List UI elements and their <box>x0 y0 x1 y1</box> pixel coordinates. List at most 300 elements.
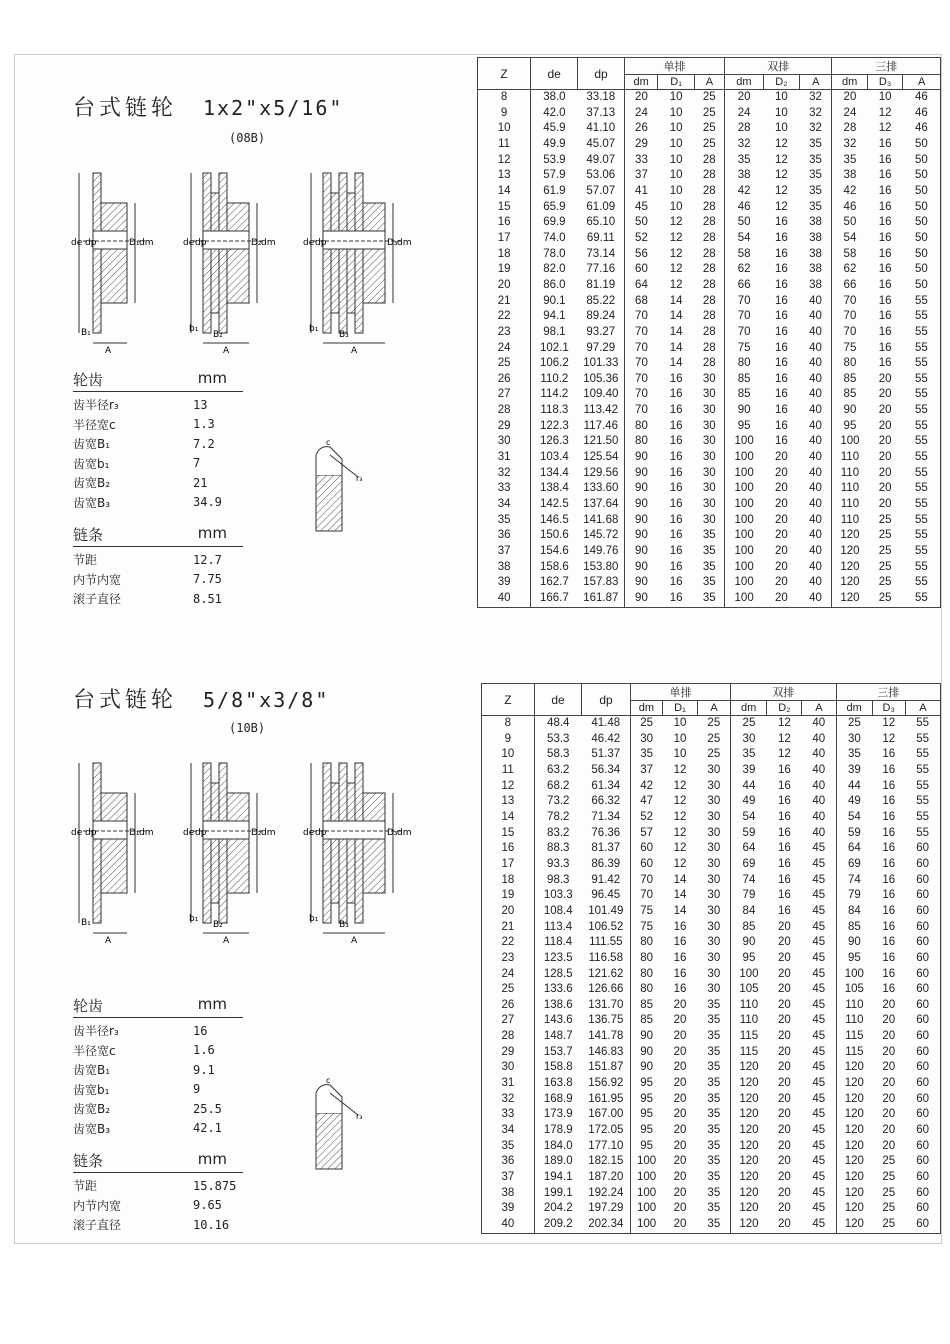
table-cell: 110 <box>840 466 860 479</box>
table-cell: 40 <box>478 591 531 607</box>
table-cell: 20 <box>673 1124 687 1137</box>
table-cell: 23 <box>478 325 531 341</box>
table-cell: 88.3 <box>547 842 570 855</box>
table-cell: 10 <box>669 122 683 135</box>
table-cell: 16 <box>777 904 791 917</box>
table-cell: 20 <box>673 1171 687 1184</box>
table-cell: 47 <box>640 795 654 808</box>
table-cell: 55 <box>903 481 941 497</box>
table-cell: 40 <box>802 779 836 795</box>
table-cell: 20 <box>777 1077 791 1090</box>
table-cell: 16 <box>878 153 892 166</box>
table-cell: 40 <box>802 826 836 842</box>
table-cell: 49.07 <box>578 153 625 169</box>
table-cell: 30 <box>698 810 731 826</box>
table-cell: 74 <box>742 873 756 886</box>
table-cell: 89.24 <box>578 309 625 325</box>
table-row <box>482 951 941 967</box>
table-cell: 120 <box>739 1077 759 1090</box>
table-cell: 120 <box>832 591 867 607</box>
table-cell: 20 <box>777 967 791 980</box>
table-cell: 31 <box>478 450 531 466</box>
table-cell: 35 <box>698 1060 731 1076</box>
table-cell: 24 <box>635 106 648 119</box>
table-cell: 28 <box>694 200 724 216</box>
svg-text:de: de <box>183 828 195 838</box>
table-cell: 85 <box>847 920 861 933</box>
table-cell: 50 <box>903 184 941 200</box>
table-cell: 45 <box>802 1107 836 1123</box>
svg-text:D₂: D₂ <box>251 238 262 248</box>
table-cell: 20 <box>882 1092 896 1105</box>
table-cell: 120 <box>844 1124 864 1137</box>
label-de: de <box>71 238 83 248</box>
table-cell: 120 <box>739 1186 759 1199</box>
table-cell: 120 <box>844 1061 864 1074</box>
table-cell: 60 <box>905 1060 940 1076</box>
table-cell: 20 <box>777 1092 791 1105</box>
table-cell: 80 <box>635 435 648 448</box>
table-cell: 69 <box>847 857 861 870</box>
table-cell: 55 <box>903 575 941 591</box>
table-cell: 85 <box>843 372 857 385</box>
table-cell: 55 <box>903 387 941 403</box>
sub-a: A <box>800 75 832 90</box>
table-cell: 24 <box>482 967 535 983</box>
table-cell: 12 <box>669 263 683 276</box>
table-cell: 15 <box>478 200 531 216</box>
table-cell: 30 <box>694 434 724 450</box>
table-cell: 194.1 <box>543 1171 573 1184</box>
table-cell: 60 <box>905 1186 940 1202</box>
title-size: 5/8"x3/8" <box>203 688 330 712</box>
table-cell: 9 <box>478 106 531 122</box>
table-cell: 192.24 <box>582 1186 631 1202</box>
table-cell: 46 <box>903 90 941 106</box>
table-cell: 70 <box>635 310 648 323</box>
table-cell: 80 <box>737 357 751 370</box>
table-cell: 28 <box>482 1029 535 1045</box>
table-cell: 32 <box>800 121 832 137</box>
table-cell: 20 <box>775 560 788 573</box>
table-row <box>478 231 941 247</box>
table-row <box>478 325 941 341</box>
table-cell: 12 <box>669 216 683 229</box>
table-cell: 85 <box>843 388 857 401</box>
chain-head: 链条 mm <box>73 1150 243 1173</box>
table-cell: 90 <box>737 404 751 417</box>
table-cell: 20 <box>767 1217 802 1233</box>
table-cell: 109.40 <box>578 387 625 403</box>
table-cell: 12 <box>882 732 896 745</box>
table-cell: 55 <box>903 434 941 450</box>
tooth-profile-drawing <box>310 1073 370 1173</box>
table-cell: 60 <box>905 841 940 857</box>
table-cell: 20 <box>763 591 799 607</box>
table-cell: 120 <box>844 1092 864 1105</box>
table-cell: 110 <box>845 1014 864 1027</box>
table-cell: 117.46 <box>578 419 625 435</box>
table-cell: 45 <box>802 873 836 889</box>
table-cell: 45 <box>802 920 836 936</box>
table-cell: 16 <box>882 857 896 870</box>
table-cell: 51.37 <box>582 747 631 763</box>
table-cell: 16 <box>777 826 791 839</box>
table-cell: 16 <box>777 889 791 902</box>
table-cell: 40 <box>800 434 832 450</box>
table-cell: 17 <box>478 231 531 247</box>
table-cell: 16 <box>878 325 892 338</box>
table-cell: 26 <box>635 122 648 135</box>
param-row: 齿宽B₃ 34.9 <box>73 495 222 510</box>
table-cell: 110 <box>739 998 759 1011</box>
table-cell: 20 <box>878 372 892 385</box>
sprocket-drawings <box>65 743 445 943</box>
table-cell: 74 <box>847 873 861 886</box>
table-cell: 40 <box>802 810 836 826</box>
table-cell: 28 <box>694 184 724 200</box>
table-cell: 16 <box>882 842 896 855</box>
table-cell: 23 <box>482 951 535 967</box>
table-cell: 25 <box>878 529 892 542</box>
table-row <box>482 1201 941 1217</box>
sub-dm: dm <box>725 75 764 90</box>
table-cell: 64 <box>635 278 648 291</box>
table-cell: 12 <box>775 200 788 213</box>
table-cell: 9 <box>482 732 535 748</box>
table-cell: 38 <box>478 560 531 576</box>
table-cell: 55 <box>903 325 941 341</box>
table-cell: 16 <box>669 513 683 526</box>
table-cell: 178.9 <box>543 1124 573 1137</box>
svg-text:A: A <box>105 936 112 943</box>
table-cell: 20 <box>737 91 751 103</box>
table-cell: 167.00 <box>582 1107 631 1123</box>
chain-head: 链条 mm <box>73 524 243 547</box>
table-cell: 40 <box>802 794 836 810</box>
table-cell: 118.3 <box>540 404 569 417</box>
table-cell: 50 <box>903 231 941 247</box>
table-cell: 37 <box>640 763 654 776</box>
table-cell: 16 <box>775 419 788 432</box>
table-row <box>478 90 941 106</box>
table-cell: 55 <box>905 732 940 748</box>
table-cell: 45.07 <box>578 137 625 153</box>
table-cell: 57.07 <box>578 184 625 200</box>
table-row <box>482 1076 941 1092</box>
table-cell: 25 <box>742 717 756 729</box>
table-cell: 61.09 <box>578 200 625 216</box>
table-cell: 17 <box>482 857 535 873</box>
table-cell: 66 <box>843 278 857 291</box>
table-cell: 85.22 <box>578 294 625 310</box>
table-cell: 8 <box>478 90 531 106</box>
table-cell: 40 <box>800 450 832 466</box>
tooth-head: 轮齿 mm <box>73 995 243 1018</box>
table-cell: 41 <box>635 184 648 197</box>
table-cell: 29 <box>482 1045 535 1061</box>
table-cell: 50 <box>843 216 857 229</box>
table-cell: 20 <box>777 1202 791 1215</box>
table-cell: 115 <box>739 1045 759 1058</box>
table-cell: 35 <box>694 544 724 560</box>
table-row <box>478 513 941 529</box>
table-row <box>478 387 941 403</box>
table-cell: 16 <box>673 983 687 996</box>
table-cell: 44 <box>847 779 861 792</box>
table-cell: 90 <box>640 1061 654 1074</box>
table-cell: 90 <box>640 1030 654 1043</box>
table-cell: 10 <box>669 184 683 197</box>
table-cell: 16 <box>878 310 892 323</box>
table-cell: 37 <box>482 1170 535 1186</box>
table-cell: 16 <box>878 341 892 354</box>
param-row: 节距 12.7 <box>73 552 222 568</box>
table-cell: 45 <box>802 982 836 998</box>
table-cell: 35 <box>698 1123 731 1139</box>
sub-d1: D₁ <box>662 701 697 716</box>
table-cell: 79 <box>742 889 756 902</box>
table-row <box>478 434 941 450</box>
table-cell: 60 <box>905 1107 940 1123</box>
table-cell: 97.29 <box>578 341 625 357</box>
table-row <box>482 1013 941 1029</box>
table-cell: 12 <box>775 153 788 166</box>
table-cell: 60 <box>905 1092 940 1108</box>
svg-text:dm: dm <box>261 238 276 248</box>
col-de: de <box>531 58 578 90</box>
table-cell: 30 <box>847 732 861 745</box>
table-cell: 50 <box>903 278 941 294</box>
table-cell: 204.2 <box>543 1202 573 1215</box>
sub-dm: dm <box>630 701 662 716</box>
sub-a: A <box>698 701 731 716</box>
table-cell: 86.39 <box>582 857 631 873</box>
table-cell: 157.83 <box>578 575 625 591</box>
table-cell: 10 <box>669 137 683 150</box>
table-cell: 16 <box>882 983 896 996</box>
svg-text:dm: dm <box>261 828 276 838</box>
table-row <box>478 121 941 137</box>
table-cell: 11 <box>482 763 535 779</box>
table-cell: 42.0 <box>543 106 566 119</box>
table-cell: 35 <box>698 1186 731 1202</box>
table-cell: 29 <box>635 137 648 150</box>
table-cell: 16 <box>777 873 791 886</box>
table-cell: 30 <box>698 935 731 951</box>
table-cell: 25 <box>882 1155 896 1168</box>
table-cell: 102.1 <box>539 341 569 354</box>
sub-a: A <box>903 75 941 90</box>
table-row <box>482 873 941 889</box>
table-cell: 16 <box>775 278 788 291</box>
table-cell: 20 <box>777 1108 791 1121</box>
table-cell: 25 <box>867 591 902 607</box>
table-cell: 16 <box>878 137 892 150</box>
col-dp: dp <box>578 58 625 90</box>
table-cell: 16 <box>882 763 896 776</box>
table-cell: 60 <box>905 1139 940 1155</box>
param-row: 齿宽B₂ 25.5 <box>73 1101 222 1117</box>
table-cell: 163.8 <box>543 1077 573 1090</box>
table-cell: 16 <box>882 920 896 933</box>
table-cell: 80 <box>635 419 648 432</box>
table-cell: 44 <box>742 779 756 792</box>
table-row <box>478 497 941 513</box>
table-cell: 123.5 <box>543 951 573 964</box>
table-cell: 16 <box>775 216 788 229</box>
col-single: 单排 <box>625 58 725 75</box>
table-cell: 40 <box>800 575 832 591</box>
table-cell: 30 <box>698 857 731 873</box>
table-cell: 14 <box>482 810 535 826</box>
table-cell: 30 <box>640 732 654 745</box>
table-row <box>482 1154 941 1170</box>
table-row <box>482 810 941 826</box>
table-cell: 68.2 <box>547 779 570 792</box>
table-cell: 28 <box>843 122 857 135</box>
table-row <box>482 826 941 842</box>
table-cell: 108.4 <box>543 904 573 917</box>
table-cell: 60 <box>905 935 940 951</box>
table-cell: 28 <box>737 122 751 135</box>
table-row <box>482 716 941 732</box>
table-cell: 90 <box>640 1045 654 1058</box>
table-row <box>478 184 941 200</box>
table-cell: 16 <box>669 435 683 448</box>
table-cell: 19 <box>478 262 531 278</box>
table-row <box>482 1092 941 1108</box>
table-cell: 40 <box>802 732 836 748</box>
svg-text:c: c <box>326 438 331 447</box>
table-cell: 20 <box>878 419 892 432</box>
table-cell: 90 <box>635 529 648 542</box>
table-cell: 13 <box>478 168 531 184</box>
table-cell: 54 <box>742 810 756 823</box>
table-cell: 45 <box>802 1076 836 1092</box>
table-cell: 45 <box>802 857 836 873</box>
dimension-table-08b <box>477 57 941 608</box>
section-08b <box>15 55 941 615</box>
table-cell: 41.10 <box>578 121 625 137</box>
table-cell: 45 <box>802 935 836 951</box>
table-cell: 16 <box>878 247 892 260</box>
table-cell: 60 <box>905 1076 940 1092</box>
table-cell: 45 <box>802 888 836 904</box>
table-cell: 146.5 <box>539 513 569 526</box>
tooth-head: 轮齿 mm <box>73 369 243 392</box>
param-row: 节距 15.875 <box>73 1178 237 1194</box>
table-cell: 40 <box>800 591 832 607</box>
table-row <box>482 935 941 951</box>
table-cell: 95 <box>737 419 751 432</box>
table-cell: 35 <box>843 153 857 166</box>
svg-text:D₃: D₃ <box>387 828 398 838</box>
table-cell: 20 <box>775 545 788 558</box>
table-cell: 19 <box>482 888 535 904</box>
table-cell: 79 <box>847 889 861 902</box>
svg-text:c: c <box>326 1076 331 1085</box>
table-cell: 120 <box>844 1186 864 1199</box>
table-cell: 16 <box>777 795 791 808</box>
table-cell: 16 <box>775 435 788 448</box>
table-row <box>478 247 941 263</box>
table-cell: 12 <box>669 278 683 291</box>
table-cell: 35 <box>694 575 724 591</box>
table-cell: 120 <box>739 1155 759 1168</box>
sub-d2: D₂ <box>763 75 799 90</box>
table-cell: 20 <box>777 1030 791 1043</box>
table-cell: 10 <box>673 748 687 761</box>
table-cell: 46 <box>903 106 941 122</box>
table-row <box>478 215 941 231</box>
table-cell: 18 <box>482 873 535 889</box>
table-cell: 45 <box>802 1217 836 1233</box>
table-cell: 57 <box>640 826 654 839</box>
table-cell: 60 <box>905 1217 940 1233</box>
table-cell: 46 <box>737 200 751 213</box>
table-cell: 126.66 <box>582 982 631 998</box>
table-cell: 12 <box>669 231 683 244</box>
table-cell: 20 <box>775 576 788 589</box>
table-cell: 90 <box>635 466 648 479</box>
table-cell: 70 <box>635 325 648 338</box>
table-cell: 45 <box>635 200 648 213</box>
table-cell: 38 <box>800 278 832 294</box>
table-cell: 12 <box>878 106 892 119</box>
table-cell: 16 <box>669 404 683 417</box>
table-cell: 90 <box>742 936 756 949</box>
double-sprocket-section <box>183 763 275 943</box>
table-cell: 35 <box>698 1170 731 1186</box>
table-row <box>482 904 941 920</box>
table-cell: 28 <box>694 356 724 372</box>
table-cell: 49 <box>742 795 756 808</box>
table-cell: 60 <box>640 857 654 870</box>
table-cell: 12 <box>775 184 788 197</box>
table-cell: 25 <box>698 732 731 748</box>
table-cell: 143.6 <box>543 1014 573 1027</box>
table-cell: 55 <box>903 419 941 435</box>
table-cell: 32 <box>478 466 531 482</box>
triple-sprocket-section <box>303 763 411 943</box>
table-cell: 55 <box>903 544 941 560</box>
table-cell: 50 <box>903 153 941 169</box>
param-row: 齿半径r₃ 16 <box>73 1023 208 1039</box>
table-cell: 16 <box>775 247 788 260</box>
table-cell: 16 <box>478 215 531 231</box>
table-cell: 10 <box>673 717 687 729</box>
table-cell: 60 <box>640 842 654 855</box>
table-cell: 60 <box>905 1154 940 1170</box>
table-cell: 35 <box>800 168 832 184</box>
table-cell: 14 <box>669 341 683 354</box>
svg-text:B₁: B₁ <box>81 328 91 338</box>
table-cell: 40 <box>802 716 836 732</box>
table-cell: 70 <box>843 325 857 338</box>
table-row <box>482 732 941 748</box>
table-cell: 20 <box>878 498 892 511</box>
table-cell: 25 <box>882 1202 896 1215</box>
svg-text:dm: dm <box>397 238 412 248</box>
table-cell: 30 <box>694 481 724 497</box>
svg-text:B₁: B₁ <box>81 918 91 928</box>
table-cell: 161.87 <box>578 591 625 607</box>
table-cell: 98.1 <box>543 325 566 338</box>
table-cell: 30 <box>478 434 531 450</box>
sub-dm: dm <box>731 701 767 716</box>
table-cell: 16 <box>669 560 683 573</box>
